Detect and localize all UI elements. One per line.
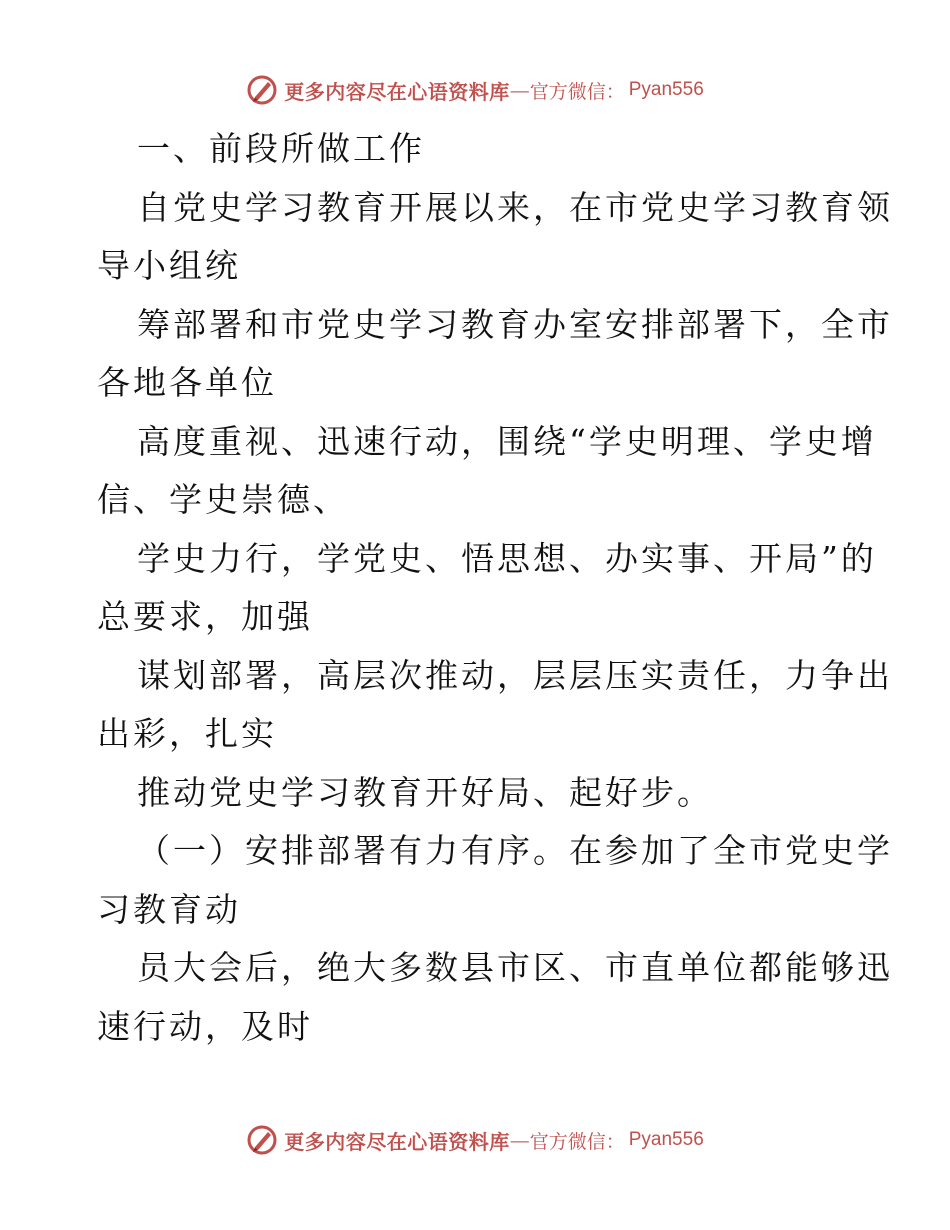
watermark-footer bbox=[0, 1120, 950, 1160]
watermark-wechat-label: 官方微信： bbox=[529, 1130, 625, 1153]
watermark-wechat-label: 官方微信： bbox=[529, 80, 625, 103]
text-line: 推动党史学习教育开好局、起好步。 bbox=[137, 772, 713, 812]
document-body bbox=[97, 120, 893, 1056]
watermark-separator: — bbox=[509, 78, 530, 102]
pen-logo-icon bbox=[246, 1124, 278, 1156]
text-line: 导小组统 bbox=[97, 246, 241, 285]
text-line: （一）安排部署有力有序。在参加了全市党史学 bbox=[137, 831, 893, 870]
watermark-site-text: 更多内容尽在心语资料库 bbox=[284, 1129, 510, 1154]
text-line: 筹部署和市党史学习教育办室安排部署下，全市 bbox=[137, 304, 893, 344]
text-line: 员大会后，绝大多数县市区、市直单位都能够迅 bbox=[137, 948, 893, 987]
text-line: 学史力行，学党史、悟思想、办实事、开局”的 bbox=[137, 538, 877, 578]
text-line: 谋划部署，高层次推动，层层压实责任，力争出 bbox=[137, 655, 893, 695]
watermark-site-text: 更多内容尽在心语资料库 bbox=[284, 79, 510, 104]
text-line: 信、学史崇德、 bbox=[97, 480, 349, 519]
text-line: 习教育动 bbox=[97, 889, 241, 929]
text-line: 高度重视、迅速行动，围绕“学史明理、学史增 bbox=[137, 421, 877, 461]
watermark-separator: — bbox=[509, 1128, 530, 1152]
text-line: 自党史学习教育开展以来，在市党史学习教育领 bbox=[137, 187, 893, 227]
text-line: 速行动，及时 bbox=[97, 1006, 313, 1046]
text-line: 一、前段所做工作 bbox=[137, 129, 425, 168]
watermark-wechat-id: Pyan556 bbox=[628, 1129, 704, 1150]
watermark-header bbox=[0, 70, 950, 110]
text-line: 各地各单位 bbox=[97, 363, 277, 402]
text-line: 总要求，加强 bbox=[97, 597, 313, 636]
pen-logo-icon bbox=[246, 74, 278, 106]
watermark-wechat-id: Pyan556 bbox=[628, 79, 704, 100]
text-line: 出彩，扎实 bbox=[97, 714, 277, 753]
